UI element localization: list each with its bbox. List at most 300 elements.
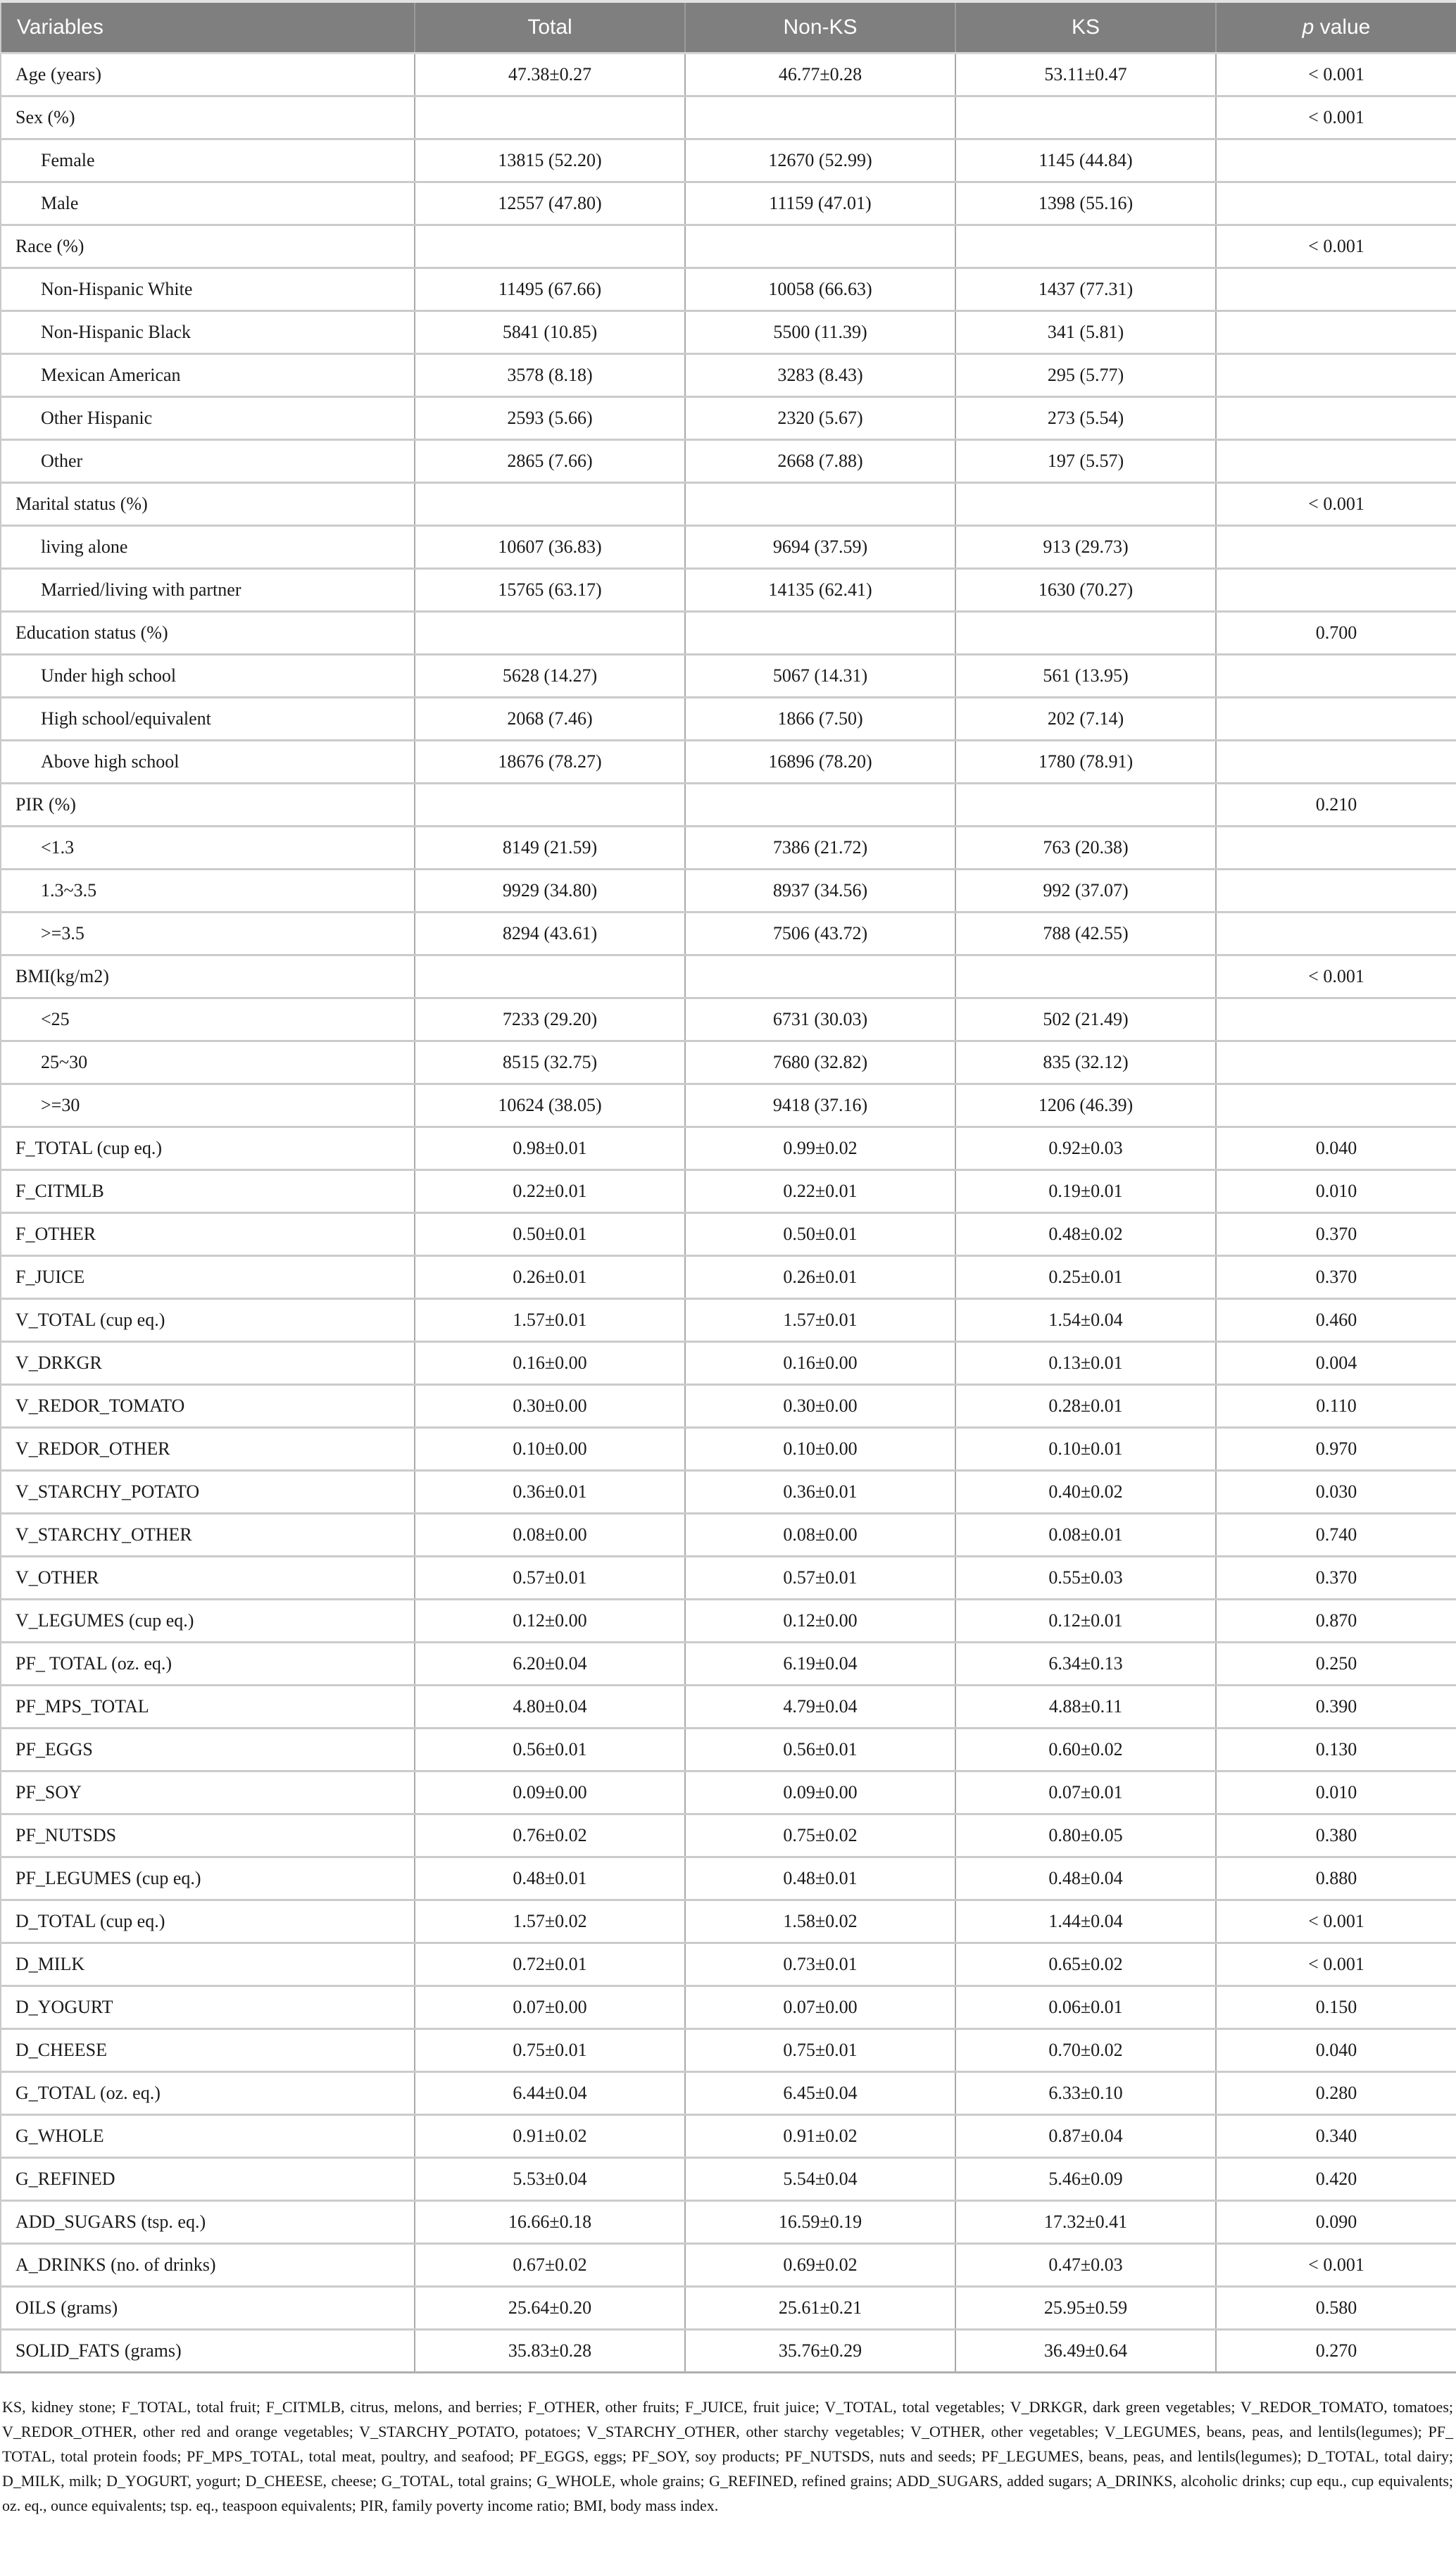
row-label: Male <box>1 182 415 225</box>
table-row <box>1 1814 1456 1857</box>
cell-non-ks: 25.61±0.21 <box>685 2287 955 2330</box>
cell-non-ks: 1866 (7.50) <box>685 698 955 741</box>
cell-ks: 53.11±0.47 <box>955 54 1216 96</box>
cell-p-value: 0.370 <box>1216 1213 1456 1256</box>
row-label: G_TOTAL (oz. eq.) <box>1 2072 415 2115</box>
table-row <box>1 1428 1456 1471</box>
table-row <box>1 1600 1456 1643</box>
cell-total: 9929 (34.80) <box>415 870 685 912</box>
cell-ks: 0.10±0.01 <box>955 1428 1216 1471</box>
table-row <box>1 1299 1456 1342</box>
cell-p-value: 0.250 <box>1216 1643 1456 1686</box>
table-row <box>1 1686 1456 1729</box>
table-row <box>1 1256 1456 1299</box>
cell-ks: 0.48±0.04 <box>955 1857 1216 1900</box>
row-label: F_CITMLB <box>1 1170 415 1213</box>
table-row <box>1 1041 1456 1084</box>
cell-non-ks <box>685 955 955 998</box>
cell-non-ks: 1.58±0.02 <box>685 1900 955 1943</box>
table-row <box>1 655 1456 698</box>
cell-p-value: 0.460 <box>1216 1299 1456 1342</box>
cell-p-value: 0.700 <box>1216 612 1456 655</box>
cell-total: 5841 (10.85) <box>415 311 685 354</box>
row-label: F_JUICE <box>1 1256 415 1299</box>
cell-p-value: 0.870 <box>1216 1600 1456 1643</box>
row-label: V_STARCHY_OTHER <box>1 1514 415 1557</box>
cell-non-ks <box>685 96 955 139</box>
cell-p-value: 0.370 <box>1216 1557 1456 1600</box>
cell-non-ks: 9418 (37.16) <box>685 1084 955 1127</box>
cell-ks: 0.06±0.01 <box>955 1986 1216 2029</box>
row-label: BMI(kg/m2) <box>1 955 415 998</box>
row-label: Education status (%) <box>1 612 415 655</box>
table-row <box>1 1170 1456 1213</box>
cell-p-value: 0.340 <box>1216 2115 1456 2158</box>
cell-ks: 0.28±0.01 <box>955 1385 1216 1428</box>
cell-ks: 0.13±0.01 <box>955 1342 1216 1385</box>
cell-total: 18676 (78.27) <box>415 741 685 784</box>
cell-total: 2865 (7.66) <box>415 440 685 483</box>
cell-p-value: 0.880 <box>1216 1857 1456 1900</box>
row-label: V_TOTAL (cup eq.) <box>1 1299 415 1342</box>
table-row <box>1 225 1456 268</box>
cell-total: 8294 (43.61) <box>415 912 685 955</box>
cell-ks: 1630 (70.27) <box>955 569 1216 612</box>
cell-total: 0.91±0.02 <box>415 2115 685 2158</box>
row-label: A_DRINKS (no. of drinks) <box>1 2244 415 2287</box>
cell-ks: 6.33±0.10 <box>955 2072 1216 2115</box>
cell-non-ks <box>685 483 955 526</box>
cell-ks: 5.46±0.09 <box>955 2158 1216 2201</box>
table-row <box>1 1084 1456 1127</box>
cell-p-value: < 0.001 <box>1216 1900 1456 1943</box>
cell-total: 16.66±0.18 <box>415 2201 685 2244</box>
cell-total: 6.20±0.04 <box>415 1643 685 1686</box>
cell-non-ks: 16896 (78.20) <box>685 741 955 784</box>
cell-total: 6.44±0.04 <box>415 2072 685 2115</box>
cell-non-ks: 8937 (34.56) <box>685 870 955 912</box>
cell-p-value <box>1216 268 1456 311</box>
cell-p-value <box>1216 1041 1456 1084</box>
cell-ks: 273 (5.54) <box>955 397 1216 440</box>
row-label: PIR (%) <box>1 784 415 827</box>
cell-non-ks: 6.19±0.04 <box>685 1643 955 1686</box>
table-row <box>1 1342 1456 1385</box>
table-header <box>1 1 1456 54</box>
cell-total: 0.57±0.01 <box>415 1557 685 1600</box>
cell-total: 0.50±0.01 <box>415 1213 685 1256</box>
cell-non-ks: 7680 (32.82) <box>685 1041 955 1084</box>
cell-p-value: 0.040 <box>1216 2029 1456 2072</box>
header-ks: KS <box>955 1 1216 54</box>
cell-total: 5.53±0.04 <box>415 2158 685 2201</box>
table-row <box>1 2158 1456 2201</box>
cell-total: 8515 (32.75) <box>415 1041 685 1084</box>
cell-total: 0.75±0.01 <box>415 2029 685 2072</box>
cell-non-ks: 0.08±0.00 <box>685 1514 955 1557</box>
cell-ks: 1398 (55.16) <box>955 182 1216 225</box>
table-row <box>1 397 1456 440</box>
table-row <box>1 1943 1456 1986</box>
table-row <box>1 741 1456 784</box>
cell-total: 0.16±0.00 <box>415 1342 685 1385</box>
cell-p-value: < 0.001 <box>1216 225 1456 268</box>
cell-p-value <box>1216 698 1456 741</box>
cell-total: 0.08±0.00 <box>415 1514 685 1557</box>
cell-total: 11495 (67.66) <box>415 268 685 311</box>
cell-ks <box>955 483 1216 526</box>
cell-p-value: 0.280 <box>1216 2072 1456 2115</box>
header-non-ks: Non-KS <box>685 1 955 54</box>
cell-p-value <box>1216 827 1456 870</box>
table-row <box>1 1643 1456 1686</box>
cell-ks: 1206 (46.39) <box>955 1084 1216 1127</box>
table-row <box>1 612 1456 655</box>
cell-p-value: 0.130 <box>1216 1729 1456 1771</box>
row-label: >=30 <box>1 1084 415 1127</box>
cell-total: 4.80±0.04 <box>415 1686 685 1729</box>
cell-ks: 502 (21.49) <box>955 998 1216 1041</box>
cell-p-value: 0.004 <box>1216 1342 1456 1385</box>
cell-ks <box>955 612 1216 655</box>
cell-ks: 835 (32.12) <box>955 1041 1216 1084</box>
row-label: <1.3 <box>1 827 415 870</box>
cell-ks: 0.70±0.02 <box>955 2029 1216 2072</box>
cell-non-ks: 0.56±0.01 <box>685 1729 955 1771</box>
cell-ks: 36.49±0.64 <box>955 2330 1216 2373</box>
cell-ks: 341 (5.81) <box>955 311 1216 354</box>
cell-ks: 0.80±0.05 <box>955 1814 1216 1857</box>
cell-non-ks: 16.59±0.19 <box>685 2201 955 2244</box>
cell-non-ks: 0.10±0.00 <box>685 1428 955 1471</box>
cell-ks: 0.48±0.02 <box>955 1213 1216 1256</box>
header-total: Total <box>415 1 685 54</box>
table-row <box>1 1557 1456 1600</box>
cell-ks: 0.12±0.01 <box>955 1600 1216 1643</box>
row-label: Other <box>1 440 415 483</box>
cell-ks: 0.47±0.03 <box>955 2244 1216 2287</box>
cell-ks: 0.65±0.02 <box>955 1943 1216 1986</box>
cell-non-ks: 12670 (52.99) <box>685 139 955 182</box>
cell-total: 2593 (5.66) <box>415 397 685 440</box>
cell-total: 25.64±0.20 <box>415 2287 685 2330</box>
row-label: Age (years) <box>1 54 415 96</box>
cell-total: 10607 (36.83) <box>415 526 685 569</box>
row-label: F_OTHER <box>1 1213 415 1256</box>
cell-p-value <box>1216 397 1456 440</box>
cell-total: 0.12±0.00 <box>415 1600 685 1643</box>
cell-total: 0.26±0.01 <box>415 1256 685 1299</box>
table-row <box>1 1771 1456 1814</box>
cell-p-value: < 0.001 <box>1216 483 1456 526</box>
table-row <box>1 1213 1456 1256</box>
table-row <box>1 569 1456 612</box>
cell-total: 15765 (63.17) <box>415 569 685 612</box>
cell-p-value: 0.010 <box>1216 1170 1456 1213</box>
row-label: D_YOGURT <box>1 1986 415 2029</box>
cell-non-ks: 5500 (11.39) <box>685 311 955 354</box>
cell-non-ks: 2668 (7.88) <box>685 440 955 483</box>
cell-p-value: 0.270 <box>1216 2330 1456 2373</box>
cell-ks <box>955 96 1216 139</box>
cell-ks: 0.55±0.03 <box>955 1557 1216 1600</box>
cell-p-value: 0.040 <box>1216 1127 1456 1170</box>
row-label: ADD_SUGARS (tsp. eq.) <box>1 2201 415 2244</box>
cell-total: 0.09±0.00 <box>415 1771 685 1814</box>
cell-total: 0.07±0.00 <box>415 1986 685 2029</box>
row-label: Other Hispanic <box>1 397 415 440</box>
cell-ks: 1437 (77.31) <box>955 268 1216 311</box>
row-label: <25 <box>1 998 415 1041</box>
row-label: Above high school <box>1 741 415 784</box>
row-label: SOLID_FATS (grams) <box>1 2330 415 2373</box>
row-label: G_WHOLE <box>1 2115 415 2158</box>
cell-ks: 1780 (78.91) <box>955 741 1216 784</box>
cell-p-value: 0.110 <box>1216 1385 1456 1428</box>
cell-total: 10624 (38.05) <box>415 1084 685 1127</box>
table-row <box>1 182 1456 225</box>
header-p-value <box>1216 1 1456 54</box>
cell-total: 8149 (21.59) <box>415 827 685 870</box>
cell-total <box>415 483 685 526</box>
row-label: V_OTHER <box>1 1557 415 1600</box>
cell-non-ks: 7386 (21.72) <box>685 827 955 870</box>
cell-non-ks: 0.07±0.00 <box>685 1986 955 2029</box>
row-label: PF_MPS_TOTAL <box>1 1686 415 1729</box>
row-label: Non-Hispanic White <box>1 268 415 311</box>
table-row <box>1 998 1456 1041</box>
table-body <box>1 54 1456 2373</box>
cell-p-value: 0.030 <box>1216 1471 1456 1514</box>
table-row <box>1 1900 1456 1943</box>
cell-p-value: 0.150 <box>1216 1986 1456 2029</box>
table-row <box>1 96 1456 139</box>
cell-non-ks: 9694 (37.59) <box>685 526 955 569</box>
row-label: living alone <box>1 526 415 569</box>
cell-total <box>415 784 685 827</box>
table-row <box>1 354 1456 397</box>
table-row <box>1 2287 1456 2330</box>
table-row <box>1 440 1456 483</box>
table-row <box>1 698 1456 741</box>
cell-total: 0.10±0.00 <box>415 1428 685 1471</box>
cell-non-ks: 3283 (8.43) <box>685 354 955 397</box>
row-label: D_CHEESE <box>1 2029 415 2072</box>
row-label: D_MILK <box>1 1943 415 1986</box>
row-label: 25~30 <box>1 1041 415 1084</box>
cell-total: 0.30±0.00 <box>415 1385 685 1428</box>
cell-ks: 561 (13.95) <box>955 655 1216 698</box>
cell-non-ks: 0.75±0.02 <box>685 1814 955 1857</box>
cell-non-ks <box>685 612 955 655</box>
cell-ks: 295 (5.77) <box>955 354 1216 397</box>
header-variables: Variables <box>1 1 415 54</box>
cell-non-ks: 0.22±0.01 <box>685 1170 955 1213</box>
cell-total <box>415 612 685 655</box>
cell-p-value <box>1216 440 1456 483</box>
cell-total: 0.56±0.01 <box>415 1729 685 1771</box>
table-footnote: KS, kidney stone; F_TOTAL, total fruit; F_CITMLB, citrus, melons, and berries; F_OTHER, other fruits; F_JUICE, fruit juice; V_TOTAL, total vegetables; V_DRKGR, dark green vegetables; V_REDOR_TOMATO, tomatoes; V_REDOR_OTHER, other red and orange vegetables; V_STARCHY_POTATO, potatoes; V_STARCHY_OTHER, other starchy vegetables; V_OTHER, other vegetables; V_LEGUMES, beans, peas, and lentils(legumes); PF_ TOTAL, total protein foods; PF_MPS_TOTAL, total meat, poultry, and seafood; PF_EGGS, eggs; PF_SOY, soy products; PF_NUTSDS, nuts and seeds; PF_LEGUMES, beans, peas, and lentils(legumes); D_TOTAL, total dairy; D_MILK, milk; D_YOGURT, yogurt; D_CHEESE, cheese; G_TOTAL, total grains; G_WHOLE, whole grains; G_REFINED, refined grains; ADD_SUGARS, added sugars; A_DRINKS, alcoholic drinks; cup equ., cup equivalents; oz. eq., ounce equivalents; tsp. eq., teaspoon equivalents; PIR, family poverty income ratio; BMI, body mass index. <box>2 2398 1453 2514</box>
table-row <box>1 311 1456 354</box>
table-row <box>1 483 1456 526</box>
cell-total: 0.72±0.01 <box>415 1943 685 1986</box>
row-label: V_REDOR_OTHER <box>1 1428 415 1471</box>
cell-total: 0.22±0.01 <box>415 1170 685 1213</box>
cell-non-ks: 0.26±0.01 <box>685 1256 955 1299</box>
p-italic-label: p <box>1302 15 1314 39</box>
cell-ks: 913 (29.73) <box>955 526 1216 569</box>
row-label: 1.3~3.5 <box>1 870 415 912</box>
row-label: PF_LEGUMES (cup eq.) <box>1 1857 415 1900</box>
cell-ks: 0.07±0.01 <box>955 1771 1216 1814</box>
cell-ks: 788 (42.55) <box>955 912 1216 955</box>
row-label: V_DRKGR <box>1 1342 415 1385</box>
cell-non-ks: 7506 (43.72) <box>685 912 955 955</box>
p-value-label-rest: value <box>1314 15 1371 39</box>
table-row <box>1 1729 1456 1771</box>
row-label: PF_SOY <box>1 1771 415 1814</box>
cell-p-value <box>1216 870 1456 912</box>
cell-ks: 17.32±0.41 <box>955 2201 1216 2244</box>
table-row <box>1 2072 1456 2115</box>
cell-non-ks: 0.91±0.02 <box>685 2115 955 2158</box>
table-row <box>1 2330 1456 2373</box>
cell-ks: 6.34±0.13 <box>955 1643 1216 1686</box>
cell-non-ks: 5067 (14.31) <box>685 655 955 698</box>
table-header-row <box>1 1 1456 54</box>
cell-non-ks: 10058 (66.63) <box>685 268 955 311</box>
cell-total <box>415 96 685 139</box>
cell-p-value: 0.420 <box>1216 2158 1456 2201</box>
table-row <box>1 2029 1456 2072</box>
table-row <box>1 2244 1456 2287</box>
cell-ks: 197 (5.57) <box>955 440 1216 483</box>
cell-non-ks <box>685 225 955 268</box>
cell-total: 12557 (47.80) <box>415 182 685 225</box>
cell-non-ks: 0.36±0.01 <box>685 1471 955 1514</box>
row-label: High school/equivalent <box>1 698 415 741</box>
cell-total: 0.76±0.02 <box>415 1814 685 1857</box>
cell-p-value: < 0.001 <box>1216 96 1456 139</box>
cell-non-ks: 1.57±0.01 <box>685 1299 955 1342</box>
row-label: Female <box>1 139 415 182</box>
row-label: V_STARCHY_POTATO <box>1 1471 415 1514</box>
table-row <box>1 827 1456 870</box>
cell-p-value: 0.210 <box>1216 784 1456 827</box>
row-label: Married/living with partner <box>1 569 415 612</box>
cell-ks: 202 (7.14) <box>955 698 1216 741</box>
cell-total: 0.67±0.02 <box>415 2244 685 2287</box>
cell-total <box>415 955 685 998</box>
cell-non-ks: 46.77±0.28 <box>685 54 955 96</box>
table-row <box>1 2201 1456 2244</box>
cell-ks: 1.54±0.04 <box>955 1299 1216 1342</box>
cell-ks: 0.40±0.02 <box>955 1471 1216 1514</box>
cell-p-value: 0.090 <box>1216 2201 1456 2244</box>
row-label: G_REFINED <box>1 2158 415 2201</box>
table-row <box>1 526 1456 569</box>
row-label: Race (%) <box>1 225 415 268</box>
cell-p-value <box>1216 526 1456 569</box>
cell-total: 1.57±0.01 <box>415 1299 685 1342</box>
table-row <box>1 1986 1456 2029</box>
cell-p-value <box>1216 569 1456 612</box>
table-row <box>1 1471 1456 1514</box>
row-label: Under high school <box>1 655 415 698</box>
table-row <box>1 1857 1456 1900</box>
cell-ks: 1145 (44.84) <box>955 139 1216 182</box>
cell-p-value <box>1216 998 1456 1041</box>
row-label: D_TOTAL (cup eq.) <box>1 1900 415 1943</box>
cell-non-ks: 0.69±0.02 <box>685 2244 955 2287</box>
cell-p-value: 0.370 <box>1216 1256 1456 1299</box>
row-label: Sex (%) <box>1 96 415 139</box>
table-row <box>1 1385 1456 1428</box>
table-row <box>1 2115 1456 2158</box>
cell-total: 47.38±0.27 <box>415 54 685 96</box>
cell-p-value <box>1216 182 1456 225</box>
cell-total: 0.98±0.01 <box>415 1127 685 1170</box>
cell-p-value <box>1216 354 1456 397</box>
cell-p-value: 0.380 <box>1216 1814 1456 1857</box>
row-label: Non-Hispanic Black <box>1 311 415 354</box>
cell-p-value <box>1216 139 1456 182</box>
cell-non-ks: 0.30±0.00 <box>685 1385 955 1428</box>
table-row <box>1 955 1456 998</box>
cell-total: 13815 (52.20) <box>415 139 685 182</box>
cell-non-ks: 0.09±0.00 <box>685 1771 955 1814</box>
cell-non-ks: 35.76±0.29 <box>685 2330 955 2373</box>
row-label: PF_ TOTAL (oz. eq.) <box>1 1643 415 1686</box>
cell-non-ks: 0.73±0.01 <box>685 1943 955 1986</box>
cell-ks: 0.08±0.01 <box>955 1514 1216 1557</box>
cell-non-ks: 4.79±0.04 <box>685 1686 955 1729</box>
cell-ks: 0.60±0.02 <box>955 1729 1216 1771</box>
row-label: Mexican American <box>1 354 415 397</box>
cell-p-value: < 0.001 <box>1216 2244 1456 2287</box>
table-row <box>1 784 1456 827</box>
cell-ks: 0.19±0.01 <box>955 1170 1216 1213</box>
cell-ks <box>955 225 1216 268</box>
table-row <box>1 912 1456 955</box>
cell-total: 0.48±0.01 <box>415 1857 685 1900</box>
table-row <box>1 1514 1456 1557</box>
cell-non-ks: 11159 (47.01) <box>685 182 955 225</box>
cell-ks: 4.88±0.11 <box>955 1686 1216 1729</box>
cell-p-value: < 0.001 <box>1216 1943 1456 1986</box>
cell-ks <box>955 784 1216 827</box>
table-row <box>1 139 1456 182</box>
cell-p-value: 0.580 <box>1216 2287 1456 2330</box>
row-label: F_TOTAL (cup eq.) <box>1 1127 415 1170</box>
row-label: OILS (grams) <box>1 2287 415 2330</box>
row-label: V_LEGUMES (cup eq.) <box>1 1600 415 1643</box>
cell-total: 1.57±0.02 <box>415 1900 685 1943</box>
cell-non-ks: 6731 (30.03) <box>685 998 955 1041</box>
cell-non-ks: 5.54±0.04 <box>685 2158 955 2201</box>
cell-ks: 0.87±0.04 <box>955 2115 1216 2158</box>
cell-non-ks: 0.16±0.00 <box>685 1342 955 1385</box>
cell-non-ks: 2320 (5.67) <box>685 397 955 440</box>
cell-p-value <box>1216 1084 1456 1127</box>
row-label: V_REDOR_TOMATO <box>1 1385 415 1428</box>
cell-ks: 0.25±0.01 <box>955 1256 1216 1299</box>
cell-total: 5628 (14.27) <box>415 655 685 698</box>
cell-total: 0.36±0.01 <box>415 1471 685 1514</box>
cell-non-ks: 6.45±0.04 <box>685 2072 955 2115</box>
table-row <box>1 54 1456 96</box>
table-row <box>1 1127 1456 1170</box>
